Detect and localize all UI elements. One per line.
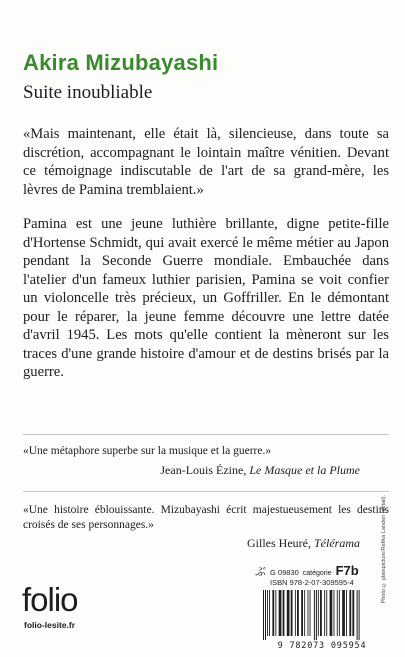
review-critic-1: Jean-Louis Ézine, [160, 463, 250, 477]
publisher-logo: folio [22, 581, 78, 618]
divider [23, 491, 389, 492]
price-glyph-icon: ぶ [255, 566, 266, 578]
isbn: ISBN 978-2-07-309595-4 [270, 578, 354, 587]
book-title: Suite inoubliable [23, 82, 153, 103]
divider [23, 434, 389, 435]
review-attribution-1 [160, 463, 360, 478]
price-category: F7b [335, 563, 359, 578]
review-attribution-2 [247, 536, 360, 551]
review-source-1: Le Masque et la Plume [249, 463, 360, 477]
excerpt-quote: «Mais maintenant, elle était là, silencieuse, dans toute sa discrétion, accompagnant le lointain maître vénitien. Devant ce témoignage indiscutable de l'art de sa grand-mère, les lèvres de Pamina tremblaient.» [23, 126, 389, 198]
photo-credit: Photo © plainpicture/Refika Landen (détail). [381, 495, 387, 604]
summary-blurb: Pamina est une jeune luthière brillante, digne petite-fille d'Hortense Schmidt, qui avait exercé le même métier au Japon pendant la Seconde Guerre mondiale. Embauchée dans l'atelier d'un fameux luthier parisien, Pamina se voit confier un violoncelle très précieux, un Goffriller. En le démontant pour le réparer, la jeune femme découvre une lettre datée d'avril 1945. Les mots qu'elle contient la mèneront sur les traces d'une grande histoire d'amour et de destins brisés par la guerre. [23, 216, 389, 380]
barcode [262, 590, 382, 640]
review-critic-2: Gilles Heuré, [247, 536, 314, 550]
review-quote-1: «Une métaphore superbe sur la musique et la guerre.» [23, 445, 272, 457]
publisher-website: folio-lesite.fr [24, 620, 76, 630]
product-code: G 09830 [270, 568, 299, 577]
price-code-line [255, 563, 359, 579]
review-quote-2: «Une histoire éblouissante. Mizubayashi écrit majestueusement les destins croisés de ses personnages.» [23, 504, 389, 531]
barcode-digits: 9 782073 095954 [277, 641, 367, 651]
author-name: Akira Mizubayashi [23, 50, 219, 75]
review-source-2: Télérama [314, 536, 360, 550]
category-label: catégorie [302, 570, 332, 577]
